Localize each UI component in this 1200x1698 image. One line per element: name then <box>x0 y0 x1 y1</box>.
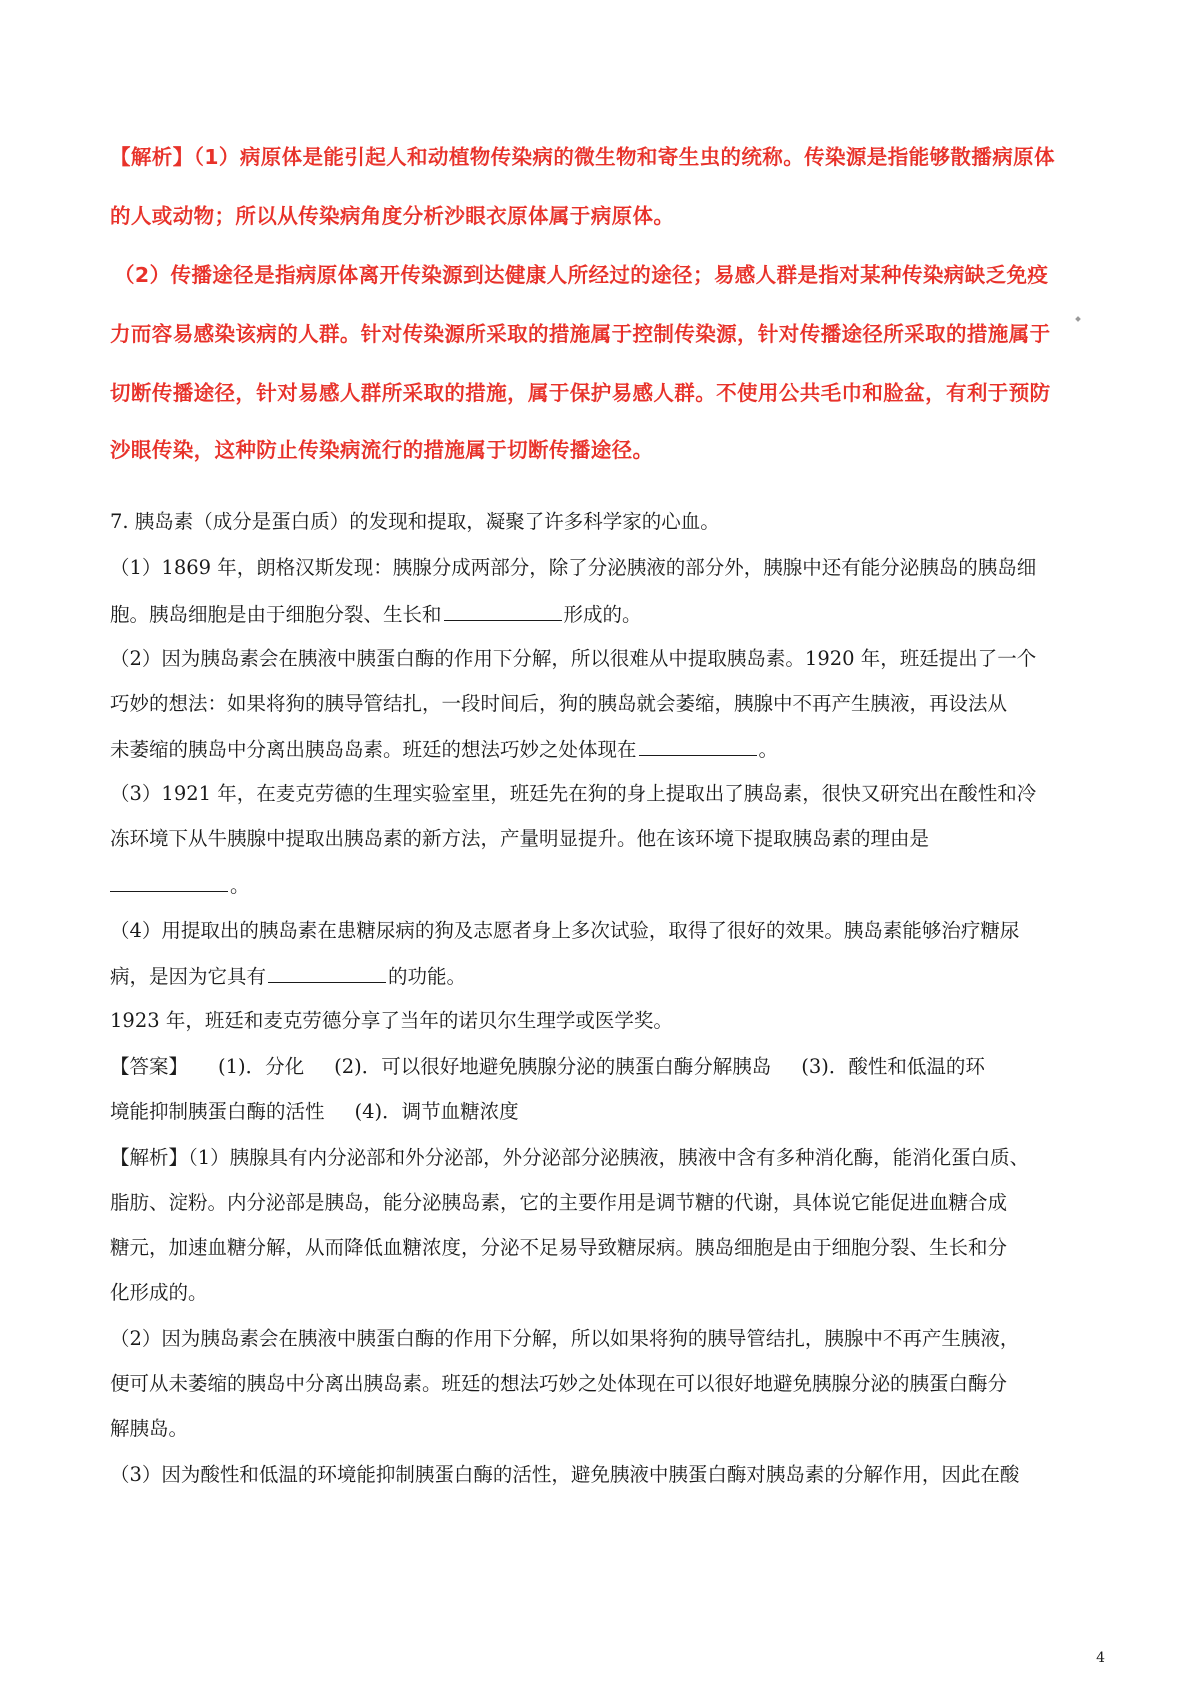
answer-blank[interactable] <box>110 873 228 892</box>
question-closing: 1923 年，班廷和麦克劳德分享了当年的诺贝尔生理学或医学奖。 <box>110 1009 673 1032</box>
question-part-3: （3）1921 年，在麦克劳德的生理实验室里，班廷先在狗的身上提取出了胰岛素，很快又研究出在酸性和冷 <box>110 782 1037 805</box>
answer-line-cont <box>110 1100 519 1124</box>
answer-item: (4)．调节血糖浓度 <box>354 1100 519 1123</box>
question-text: 的功能。 <box>388 965 467 988</box>
question-text: 。 <box>758 738 779 761</box>
answer-blank[interactable] <box>444 602 562 621</box>
analysis-q6-line: （2）传播途径是指病原体离开传染源到达健康人所经过的途径；易感人群是指对某种传染病缺乏免疫 <box>114 263 1049 287</box>
question-part-1: （1）1869 年，朗格汉斯发现：胰腺分成两部分，除了分泌胰液的部分外，胰腺中还有能分泌胰岛的胰岛细 <box>110 556 1037 579</box>
question-part-2-cont: 巧妙的想法：如果将狗的胰导管结扎，一段时间后，狗的胰岛就会萎缩，胰腺中不再产生胰液，再设法从 <box>110 692 1008 715</box>
question-text: 。 <box>230 874 250 897</box>
answer-blank[interactable] <box>639 737 757 756</box>
analysis-q7-line: 糖元，加速血糖分解，从而降低血糖浓度，分泌不足易导致糖尿病。胰岛细胞是由于细胞分裂、生长和分 <box>110 1236 1008 1259</box>
question-part-4-cont <box>110 964 466 989</box>
question-part-3-cont: 冻环境下从牛胰腺中提取出胰岛素的新方法，产量明显提升。他在该环境下提取胰岛素的理由是 <box>110 827 930 850</box>
question-part-3-cont <box>110 873 250 898</box>
analysis-q6-line: 沙眼传染，这种防止传染病流行的措施属于切断传播途径。 <box>110 438 654 462</box>
analysis-q7-line: 解胰岛。 <box>110 1417 189 1440</box>
analysis-q6-line: 【解析】（1）病原体是能引起人和动植物传染病的微生物和寄生虫的统称。传染源是指能够散播病原体 <box>110 145 1055 169</box>
answer-blank[interactable] <box>268 964 386 983</box>
question-part-4: （4）用提取出的胰岛素在患糖尿病的狗及志愿者身上多次试验，取得了很好的效果。胰岛素能够治疗糖尿 <box>110 919 1020 942</box>
analysis-q7-line: 【解析】（1）胰腺具有内分泌部和外分泌部，外分泌部分泌胰液，胰液中含有多种消化酶，能消化蛋白质、 <box>110 1146 1030 1169</box>
question-text: 胞。胰岛细胞是由于细胞分裂、生长和 <box>110 603 442 626</box>
answer-item: (3)．酸性和低温的环 <box>801 1055 985 1078</box>
analysis-q6-line: 力而容易感染该病的人群。针对传染源所采取的措施属于控制传染源，针对传播途径所采取的措施属于 <box>110 322 1051 346</box>
question-stem: 7. 胰岛素（成分是蛋白质）的发现和提取，凝聚了许多科学家的心血。 <box>110 510 720 533</box>
answer-label: 【答案】 <box>110 1055 189 1078</box>
question-part-1-cont <box>110 602 642 627</box>
analysis-q7-line: （2）因为胰岛素会在胰液中胰蛋白酶的作用下分解，所以如果将狗的胰导管结扎，胰腺中不再产生胰液， <box>110 1327 1020 1350</box>
analysis-q7-line: 化形成的。 <box>110 1281 208 1304</box>
answer-line <box>110 1055 985 1079</box>
analysis-q6-line: 切断传播途径，针对易感人群所采取的措施，属于保护易感人群。不使用公共毛巾和脸盆，有利于预防 <box>110 381 1051 405</box>
analysis-q6-line: 的人或动物；所以从传染病角度分析沙眼衣原体属于病原体。 <box>110 204 675 228</box>
question-text: 病，是因为它具有 <box>110 965 267 988</box>
question-part-2-cont <box>110 737 778 762</box>
analysis-q7-line: 脂肪、淀粉。内分泌部是胰岛，能分泌胰岛素，它的主要作用是调节糖的代谢，具体说它能促进血糖合成 <box>110 1191 1008 1214</box>
answer-item: 境能抑制胰蛋白酶的活性 <box>110 1100 325 1123</box>
question-text: 形成的。 <box>563 603 642 626</box>
answer-item: (1)．分化 <box>218 1055 305 1078</box>
answer-item: (2)．可以很好地避免胰腺分泌的胰蛋白酶分解胰岛 <box>334 1055 772 1078</box>
analysis-q7-line: 便可从未萎缩的胰岛中分离出胰岛素。班廷的想法巧妙之处体现在可以很好地避免胰腺分泌的胰蛋白酶分 <box>110 1372 1008 1395</box>
analysis-q7-line: （3）因为酸性和低温的环境能抑制胰蛋白酶的活性，避免胰液中胰蛋白酶对胰岛素的分解作用，因此在酸 <box>110 1463 1020 1486</box>
scan-speck <box>1075 316 1081 322</box>
question-part-2: （2）因为胰岛素会在胰液中胰蛋白酶的作用下分解，所以很难从中提取胰岛素。1920 年，班廷提出了一个 <box>110 647 1037 670</box>
question-text: 未萎缩的胰岛中分离出胰岛岛素。班廷的想法巧妙之处体现在 <box>110 738 637 761</box>
page-number: 4 <box>1096 1650 1105 1666</box>
